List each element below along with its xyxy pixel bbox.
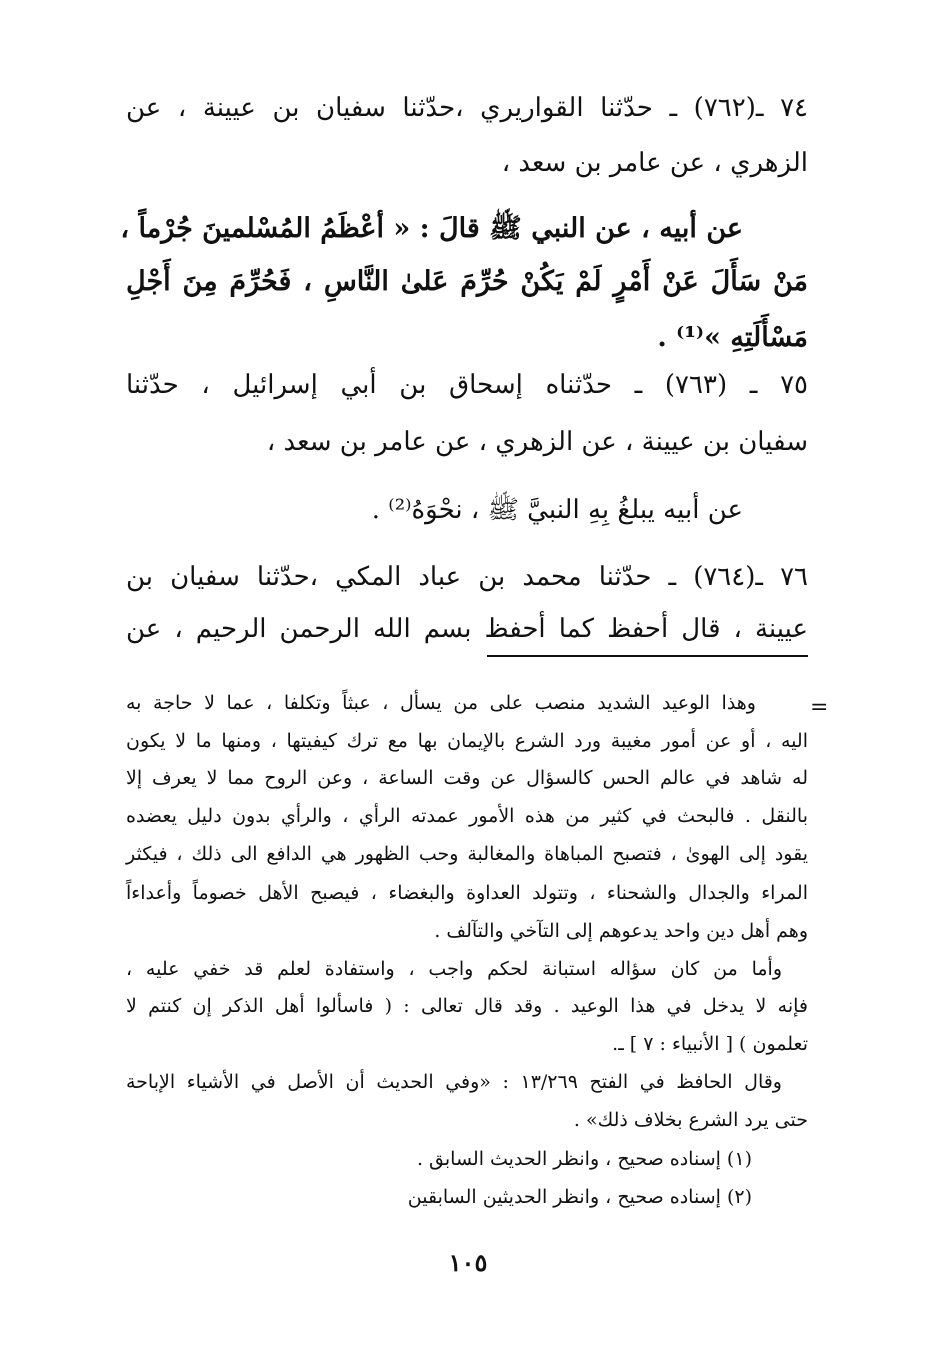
footnote-1: (١) إسناده صحيح ، وانظر الحديث السابق .	[416, 1148, 752, 1170]
footnote-2: (٢) إسناده صحيح ، وانظر الحديثين السابقين	[407, 1186, 752, 1208]
page-number: ١٠٥	[448, 1248, 488, 1277]
footnote-separator	[487, 655, 808, 657]
footnote-line-4: بالنقل . فالبحث في كثير من هذه الأمور عمدته الرأي ، والرأي بدون دليل يعضده	[126, 805, 808, 827]
hadith-76-line-1: ٧٦ ـ(٧٦٤) ـ حدّثنا محمد بن عباد المكي ،حدّثنا سفيان بن	[126, 562, 808, 592]
hadith-75-line-1: ٧٥ ـ (٧٦٣) ـ حدّثناه إسحاق بن أبي إسرائيل ، حدّثنا	[126, 370, 808, 400]
footnote-line-6: المراء والجدال والشحناء ، وتتولد العداوة والبغضاء ، فيصبح الأهل خصوماً وأعداءاً	[126, 882, 808, 904]
continuation-mark: =	[810, 695, 829, 720]
footnote-line-8: وأما من كان سؤاله استبانة لحكم واجب ، واستفادة لعلم قد خفي عليه ،	[126, 958, 782, 980]
footnote-line-1: وهذا الوعيد الشديد منصب على من يسأل ، عبثاً وتكلفا ، عما لا حاجة به	[126, 692, 756, 714]
hadith-74-line-2: الزهري ، عن عامر بن سعد ،	[501, 148, 808, 178]
hadith-75-line-2: سفيان بن عيينة ، عن الزهري ، عن عامر بن سعد ،	[266, 427, 808, 457]
footnote-line-2: اليه ، أو عن أمور مغيبة ورد الشرع بالإيمان بها مع ترك كيفيتها ، ومنها ما لا يكون	[126, 730, 808, 752]
hadith-74-line-1: ٧٤ ـ(٧٦٢) ـ حدّثنا القواريري ،حدّثنا سفيان بن عيينة ، عن	[126, 93, 809, 123]
hadith-76-line-2: عيينة ، قال أحفظ كما أحفظ بسم الله الرحمن الرحيم ، عن	[126, 614, 808, 644]
footnote-line-11: وقال الحافظ في الفتح ١٣/٢٦٩ : «وفي الحديث أن الأصل في الأشياء الإباحة	[126, 1071, 782, 1093]
hadith-74-line-3: عن أبيه ، عن النبي ﷺ قالَ : « أعْظَمُ المُسْلمينَ جُرْماً ،	[120, 213, 743, 244]
footnote-line-5: يقود إلى الهوىٰ ، فتصبح المباهاة والمغالبة وحب الظهور هي الدافع الى ذلك ، فيكثر	[126, 843, 808, 865]
hadith-74-line-5: مَسْأَلَتِهِ »⁽¹⁾ .	[657, 322, 808, 353]
hadith-74-line-4: مَنْ سَأَلَ عَنْ أَمْرٍ لَمْ يَكُنْ حُرِّمَ عَلىٰ النَّاسِ ، فَحُرِّمَ مِنَ أَجْلِ	[126, 266, 808, 297]
footnote-line-9: فإنه لا يدخل في هذا الوعيد . وقد قال تعالى : ( فاسألوا أهل الذكر إن كنتم لا	[126, 995, 808, 1017]
footnote-line-3: له شاهد في عالم الحس كالسؤال عن وقت الساعة ، وعن الروح مما لا يعرف إلا	[126, 767, 808, 789]
hadith-75-line-3: عن أبيه يبلغُ بِهِ النبيَّ ﷺ ، نحْوَهُ⁽²⁾ .	[371, 495, 743, 525]
footnote-line-12: حتى يرد الشرع بخلاف ذلك» .	[573, 1109, 808, 1131]
footnote-line-7: وهم أهل دين واحد يدعوهم إلى التآخي والتآلف .	[434, 920, 808, 942]
footnote-line-10: تعلمون ) [ الأنبياء : ٧ ] ـ.	[612, 1033, 808, 1055]
